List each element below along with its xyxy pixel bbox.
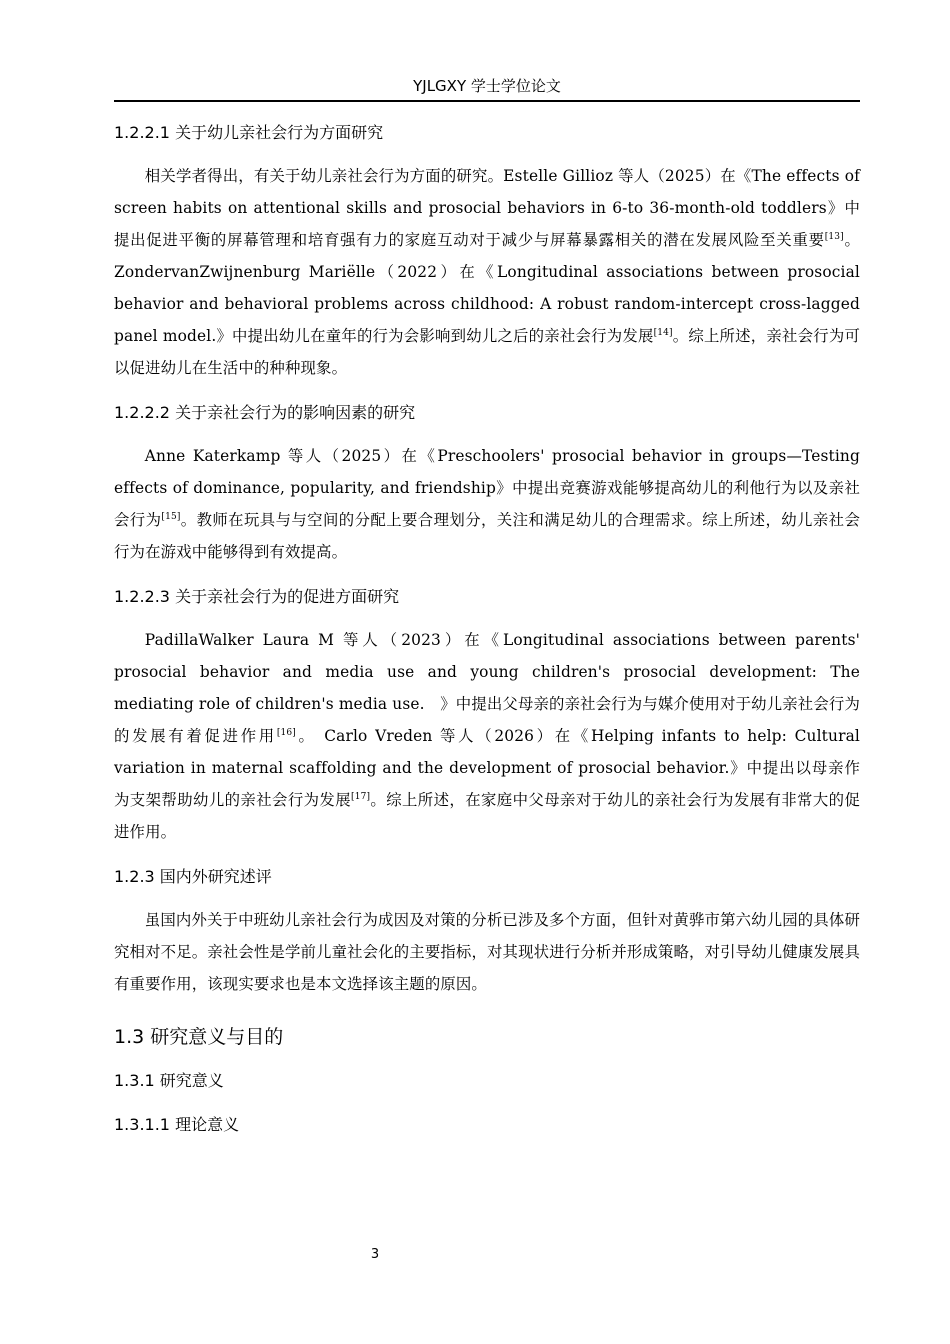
section-heading-1-3-1-1: 1.3.1.1 理论意义	[114, 1115, 240, 1134]
citation-ref: [14]	[653, 327, 673, 338]
page-number: 3	[370, 1247, 380, 1262]
page-header: YJLGXY 学士学位论文	[413, 77, 561, 95]
section-heading-1-3-1: 1.3.1 研究意义	[114, 1071, 224, 1090]
section-heading-1-2-2-2: 1.2.2.2 关于亲社会行为的影响因素的研究	[114, 403, 416, 422]
paragraph: PadillaWalker Laura M 等人（2023）在《Longitudinal associations between parents' prosocial behavior and media use and young children's prosocial development: The mediating role of children's media use. 》中提出父母亲的亲社会行为与媒介使用对于幼儿亲社会行为的发展有着促进作用[16]。 Carlo Vreden 等人（2026）在《Helping infants to help: Cultural variation in maternal scaffolding and the development of prosocial behavior.》中提出以母亲作为支架帮助幼儿的亲社会行为发展[17]。综上所述，在家庭中父母亲对于幼儿的亲社会行为发展有非常大的促进作用。	[114, 631, 860, 841]
header-rule	[114, 100, 860, 102]
citation-ref: [17]	[351, 791, 371, 802]
section-heading-1-2-2-1: 1.2.2.1 关于幼儿亲社会行为方面研究	[114, 123, 384, 142]
paragraph: 相关学者得出，有关于幼儿亲社会行为方面的研究。Estelle Gillioz 等人（2025）在《The effects of screen habits on attentional skills and prosocial behaviors in 6-to 36-month-old toddlers》中提出促进平衡的屏幕管理和培育强有力的家庭互动对于减少与屏幕暴露相关的潜在发展风险至关重要[13]。 ZondervanZwijnenburg Mariëlle（2022）在《Longitudinal associations between prosocial behavior and behavioral problems across childhood: A robust random-intercept cross-lagged panel model.》中提出幼儿在童年的行为会影响到幼儿之后的亲社会行为发展[14]。综上所述，亲社会行为可以促进幼儿在生活中的种种现象。	[114, 167, 860, 377]
section-heading-1-3: 1.3 研究意义与目的	[114, 1026, 284, 1048]
paragraph: 虽国内外关于中班幼儿亲社会行为成因及对策的分析已涉及多个方面，但针对黄骅市第六幼儿园的具体研究相对不足。亲社会性是学前儿童社会化的主要指标，对其现状进行分析并形成策略，对引导幼儿健康发展具有重要作用，该现实要求也是本文选择该主题的原因。	[114, 911, 860, 993]
paragraph: Anne Katerkamp 等人（2025）在《Preschoolers' prosocial behavior in groups—Testing effects of dominance, popularity, and friendship》中提出竞赛游戏能够提高幼儿的利他行为以及亲社会行为[15]。教师在玩具与与空间的分配上要合理划分，关注和满足幼儿的合理需求。综上所述，幼儿亲社会行为在游戏中能够得到有效提高。	[114, 447, 861, 561]
citation-ref: [15]	[161, 511, 181, 522]
citation-ref: [16]	[276, 727, 296, 738]
section-heading-1-2-3: 1.2.3 国内外研究述评	[114, 867, 272, 886]
citation-ref: [13]	[824, 231, 844, 242]
document-body	[114, 118, 860, 1140]
section-heading-1-2-2-3: 1.2.2.3 关于亲社会行为的促进方面研究	[114, 587, 400, 606]
